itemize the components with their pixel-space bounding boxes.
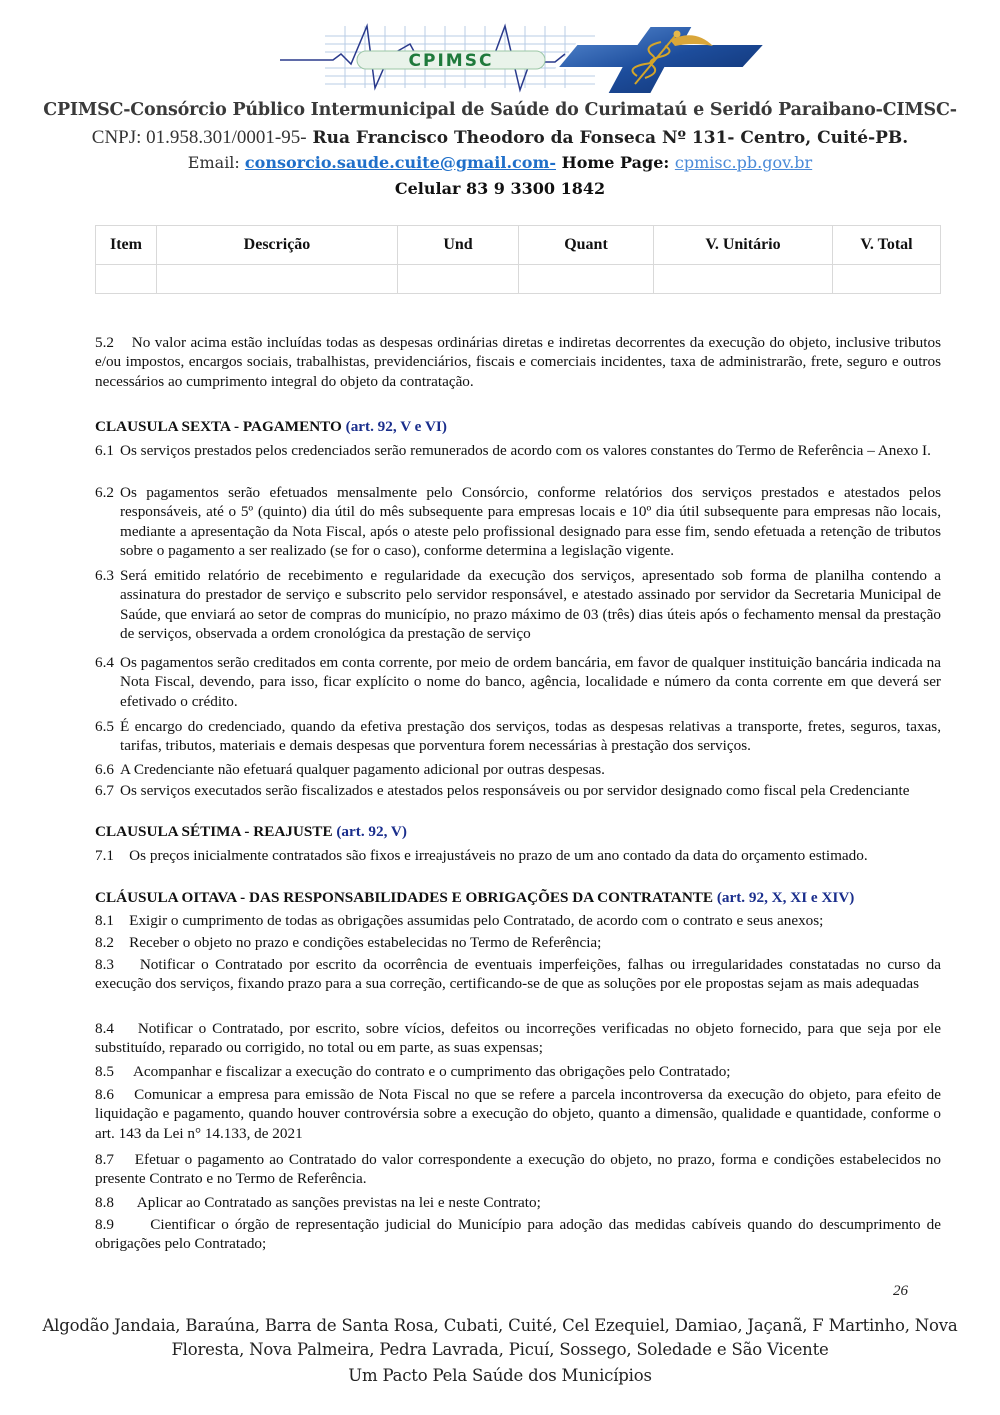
item-text: Os pagamentos serão creditados em conta corrente, por meio de ordem bancária, em favor de qualquer instituição bancária indicada na Nota Fiscal, devendo, para isso, ficar explícito o nome do banco, agência, localidade e número da conta corrente em que deverá ser efetivado o crédito. [120,654,941,710]
item-number: 8.1 [95,912,114,929]
email-label: Email: [187,153,245,172]
item-number: 6.2 [95,484,114,501]
item-text: Será emitido relatório de recebimento e regularidade da execução dos serviços, apresentado sob forma de planilha contendo a assinatura do prestador de serviço e subscrito pelo servidor responsável, e atestado assinado por servidor da Secretaria Municipal de Saúde, que enviará ao setor de compras do município, no prazo máximo de 03 (três) dias úteis após o fechamento mensal da prestação de serviços, observada a ordem cronológica da prestação de serviço [120,567,941,642]
item-text: Notificar o Contratado por escrito da ocorrência de eventuais imperfeições, falhas ou irregularidades constatadas no curso da execução dos serviços, fixando prazo para a sua correção, certificando-se de que as soluções por ele propostas sejam as mais adequadas [95,956,942,993]
item-6-5 [95,717,941,756]
item-8-7 [95,1150,941,1189]
item-number: 8.3 [95,956,114,973]
item-6-2 [95,483,941,560]
item-number: 7.1 [95,847,114,864]
col-item: Item [96,226,157,265]
table-cell [654,265,833,294]
items-table [95,225,941,294]
col-quant: Quant [519,226,654,265]
item-text: Cientificar o órgão de representação judicial do Município para adoção das medidas cabíveis quando do descumprimento de obrigações pelo Contratado; [95,1216,941,1253]
item-8-8 [95,1193,941,1212]
item-8-3 [95,955,941,994]
item-6-7 [95,781,941,800]
org-contacts [0,153,1000,172]
item-number: 6.1 [95,442,114,459]
footer-slogan: Um Pacto Pela Saúde dos Municípios [348,1366,652,1385]
col-descricao: Descrição [157,226,398,265]
item-text: Os pagamentos serão efetuados mensalmente pelo Consórcio, conforme relatórios dos serviços prestados e atestados pelos responsáveis, até o 5º (quinto) dia útil do mês subsequente para empresas locais e 10º dia útil subsequente para empresas não locais, mediante a apresentação da Nota Fiscal, após o ateste pelo profissional designado para esse fim, sendo efetuada a retenção de tributos sobre o pagamento a ser realizado (se for o caso), conforme determina a legislação vigente. [120,484,941,559]
item-8-2 [95,933,941,952]
clause-8-heading [95,889,854,907]
table-row [96,265,941,294]
homepage-label: Home Page: [556,153,675,172]
clause-6-heading [95,418,447,436]
item-text: Efetuar o pagamento ao Contratado do valor correspondente a execução do objeto, no prazo, forma e condições estabelecidos no presente Contrato e no Termo de Referência. [95,1151,941,1188]
item-number: 8.6 [95,1086,114,1103]
col-v-total: V. Total [833,226,941,265]
item-6-3 [95,566,941,643]
item-6-1 [95,441,941,460]
item-text: Os preços inicialmente contratados são fixos e irreajustáveis no prazo de um ano contado da data do orçamento estimado. [129,847,868,864]
table-header-row [96,226,941,265]
paragraph-5-2 [95,333,941,391]
item-text: Acompanhar e fiscalizar a execução do contrato e o cumprimento das obrigações pelo Contratado; [132,1063,731,1080]
col-v-unitario: V. Unitário [654,226,833,265]
item-8-9 [95,1215,941,1254]
footer-municipalities-line2: Floresta, Nova Palmeira, Pedra Lavrada, Picuí, Sossego, Soledade e São Vicente [171,1340,829,1359]
item-text: Notificar o Contratado, por escrito, sobre vícios, defeitos ou incorreções verificadas no objeto fornecido, para que seja por ele substituído, reparado ou corrigido, no total ou em parte, as suas expensas; [95,1020,941,1057]
table-cell [519,265,654,294]
clause-7-heading [95,823,407,841]
table-cell [157,265,398,294]
item-8-1 [95,911,941,930]
address: Rua Francisco Theodoro da Fonseca Nº 131- Centro, Cuité-PB. [312,128,909,148]
item-number: 6.7 [95,782,114,799]
item-number: 6.6 [95,761,114,778]
item-number: 6.3 [95,567,114,584]
table-cell [833,265,941,294]
item-6-6 [95,760,941,779]
cnpj: CNPJ: 01.958.301/0001-95- [91,127,307,148]
clause-title: CLAUSULA SÉTIMA - REAJUSTE [95,823,337,840]
item-8-5 [95,1062,941,1081]
svg-text:CPIMSC: CPIMSC [408,51,494,71]
page-number: 26 [893,1283,908,1299]
col-und: Und [398,226,519,265]
clause-article-ref: (art. 92, V e VI) [345,418,447,435]
item-text: No valor acima estão incluídas todas as despesas ordinárias diretas e indiretas decorrentes da execução do objeto, inclusive tributos e/ou impostos, encargos sociais, trabalhistas, previdenciários, fiscais e comerciais incidentes, taxa de administrarão, frete, seguro e outros necessários ao cumprimento integral do objeto da contratação. [95,334,942,390]
item-text: A Credenciante não efetuará qualquer pagamento adicional por outras despesas. [120,761,605,778]
item-7-1 [95,846,941,865]
item-number: 6.5 [95,718,114,735]
org-name: CPIMSC-Consórcio Público Intermunicipal de Saúde do Curimataú e Seridó Paraibano-CIMSC- [43,100,957,120]
item-number: 8.9 [95,1216,114,1233]
item-8-4 [95,1019,941,1058]
clause-title: CLÁUSULA OITAVA - DAS RESPONSABILIDADES E OBRIGAÇÕES DA CONTRATANTE [95,889,717,906]
item-text: Comunicar a empresa para emissão de Nota Fiscal no que se refere a parcela incontroversa da execução do objeto, para efeito de liquidação e pagamento, quando houver controvérsia sobre a execução do objeto, quanto a dimensão, qualidade e quantidade, conforme o art. 143 da Lei n° 14.133, de 2021 [95,1086,941,1142]
clause-article-ref: (art. 92, V) [336,823,407,840]
item-number: 8.7 [95,1151,114,1168]
org-phone: Celular 83 9 3300 1842 [394,179,606,198]
item-text: Os serviços executados serão fiscalizados e atestados pelos responsáveis ou por servidor designado como fiscal pela Credenciante [120,782,910,799]
item-8-6 [95,1085,941,1143]
cpimsc-logo [265,18,775,100]
clause-article-ref: (art. 92, X, XI e XIV) [716,889,855,906]
item-text: É encargo do credenciado, quando da efetiva prestação dos serviços, todas as despesas relativas a transporte, fretes, seguros, taxas, tarifas, tributos, materiais e demais despesas que porventura forem necessárias à prestação dos serviços. [120,718,941,755]
item-number: 8.2 [95,934,114,951]
item-text: Aplicar ao Contratado as sanções previstas na lei e neste Contrato; [136,1194,541,1211]
item-number: 5.2 [95,334,114,351]
item-number: 6.4 [95,654,114,671]
logo-graphic-icon [265,18,775,100]
table-cell [398,265,519,294]
item-text: Os serviços prestados pelos credenciados serão remunerados de acordo com os valores constantes do Termo de Referência – Anexo I. [120,442,931,459]
footer-municipalities-line1: Algodão Jandaia, Baraúna, Barra de Santa Rosa, Cubati, Cuité, Cel Ezequiel, Damiao, Jaçanã, F Martinho, Nova [42,1316,958,1335]
table-cell [96,265,157,294]
item-number: 8.5 [95,1063,114,1080]
item-number: 8.4 [95,1020,114,1037]
email-link[interactable]: consorcio.saude.cuite@gmail.com- [244,153,557,172]
item-text: Exigir o cumprimento de todas as obrigações assumidas pelo Contratado, de acordo com o contrato e seus anexos; [129,912,824,929]
item-6-4 [95,653,941,711]
item-text: Receber o objeto no prazo e condições estabelecidas no Termo de Referência; [129,934,602,951]
item-number: 8.8 [95,1194,114,1211]
org-cnpj-address [0,127,1000,149]
homepage-link[interactable]: cpmisc.pb.gov.br [674,153,813,172]
clause-title: CLAUSULA SEXTA - PAGAMENTO [95,418,346,435]
